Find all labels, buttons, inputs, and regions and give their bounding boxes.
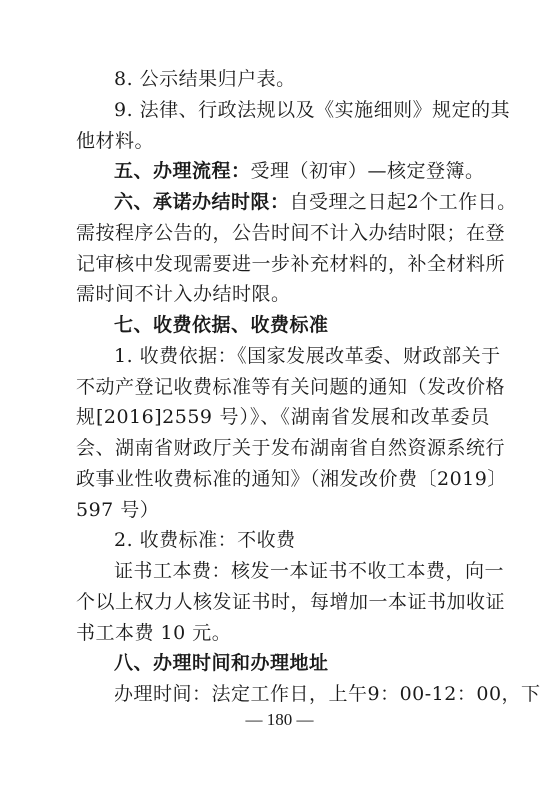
- fee-basis-line: 会、湖南省财政厅关于发布湖南省自然资源系统行: [76, 437, 506, 459]
- section-5-row: [114, 158, 490, 184]
- section-5-heading: 五、办理流程：: [114, 160, 251, 182]
- page-number: — 180 —: [245, 710, 314, 729]
- fee-basis-line: 1. 收费依据：《国家发展改革委、财政部关于: [114, 345, 501, 367]
- fee-basis-line: 597 号）: [76, 499, 160, 521]
- paragraph-line: 需按程序公告的，公告时间不计入办结时限；在登: [76, 222, 506, 244]
- office-hours-line: 办理时间：法定工作日，上午9：00-12：00，下: [114, 683, 541, 705]
- section-7-heading: 七、收费依据、收费标准: [114, 314, 329, 336]
- fee-basis-line: 不动产登记收费标准等有关问题的通知（发改价格: [76, 376, 506, 398]
- certificate-fee-line: 证书工本费：核发一本证书不收工本费，向一: [114, 560, 505, 582]
- section-5-text: 受理（初审）—核定登簿。: [250, 160, 485, 182]
- fee-basis-line: 政事业性收费标准的通知》（湘发改价费〔2019〕: [76, 468, 507, 490]
- fee-basis-line: 规[2016]2559 号）》、《湖南省发展和改革委员: [76, 406, 490, 428]
- fee-standard-line: 2. 收费标准：不收费: [114, 529, 296, 551]
- list-item-9-continuation: 他材料。: [76, 130, 155, 152]
- paragraph-line: 记审核中发现需要进一步补充材料的，补全材料所: [76, 253, 506, 275]
- section-6-row: [114, 189, 517, 215]
- section-8-heading: 八、办理时间和办理地址: [114, 652, 329, 674]
- certificate-fee-line: 书工本费 10 元。: [76, 622, 232, 644]
- certificate-fee-line: 个以上权力人核发证书时，每增加一本证书加收证: [76, 591, 506, 613]
- list-item-9: 9. 法律、行政法规以及《实施细则》规定的其: [114, 99, 511, 121]
- section-6-heading: 六、承诺办结时限：: [114, 191, 290, 213]
- section-6-text: 自受理之日起2个工作日。: [289, 191, 517, 213]
- list-item-8: 8. 公示结果归户表。: [114, 68, 296, 90]
- paragraph-line: 需时间不计入办结时限。: [76, 283, 291, 305]
